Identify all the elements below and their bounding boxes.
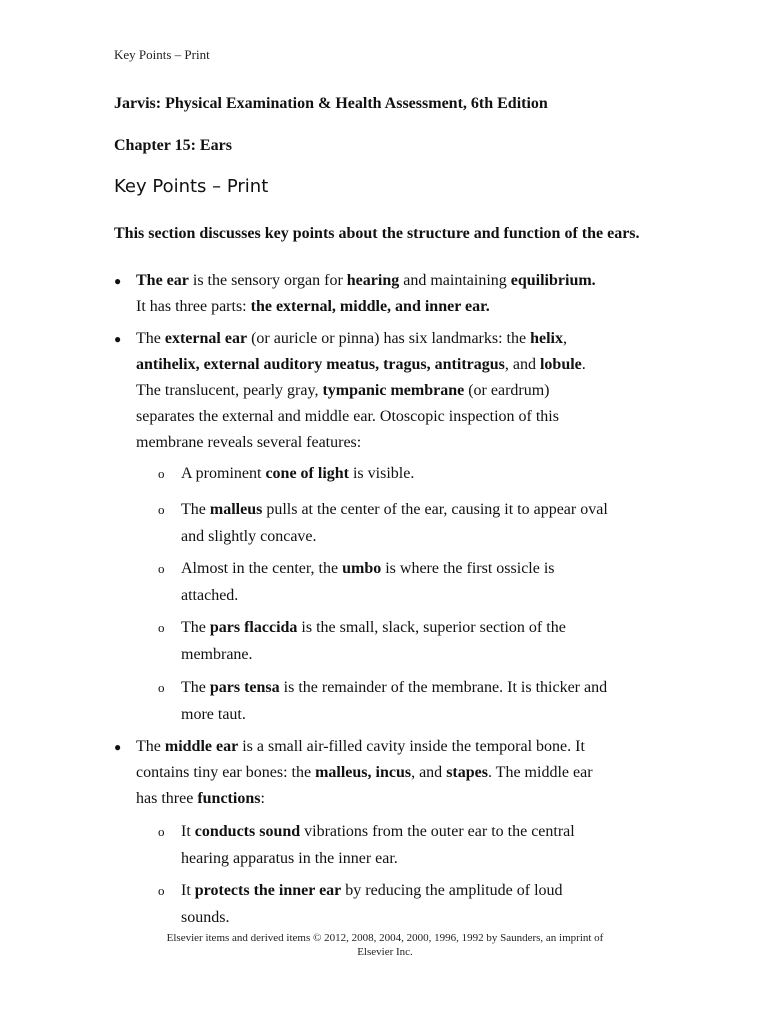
sub-bullet-marker: o <box>158 680 165 695</box>
sub-item-pars-tensa: The pars tensa is the remainder of the membrane. It is thicker and more taut. <box>181 679 608 723</box>
bullet-marker: ● <box>114 332 122 346</box>
running-header: Key Points – Print <box>114 47 210 62</box>
page-title: Key Points – Print <box>114 176 269 197</box>
sub-bullet-marker: o <box>158 824 165 839</box>
sub-bullet-marker: o <box>158 466 165 481</box>
sub-item-conducts-sound: It conducts sound vibrations from the outer ear to the central hearing apparatus in the inner ear. <box>181 823 575 867</box>
sub-item-umbo: Almost in the center, the umbo is where the first ossicle is attached. <box>181 560 555 604</box>
chapter-title: Chapter 15: Ears <box>114 137 232 154</box>
sub-item-protects-inner-ear: It protects the inner ear by reducing the amplitude of loud sounds. <box>181 882 563 926</box>
copyright-footer: Elsevier items and derived items © 2012, 2008, 2004, 2000, 1996, 1992 by Saunders, an imprint of Elsevier Inc. <box>166 932 604 958</box>
bullet-marker: ● <box>114 740 122 754</box>
intro-paragraph: This section discusses key points about the structure and function of the ears. <box>114 225 640 242</box>
bullet-item-external-ear: The external ear (or auricle or pinna) has six landmarks: the helix, antihelix, external auditory meatus, tragus, antitragus, and lobule. The translucent, pearly gray, tympanic membrane (or eardrum) separates the external and middle ear. Otoscopic inspection of this membrane reveals several features: <box>136 330 586 451</box>
sub-bullet-marker: o <box>158 883 165 898</box>
bullet-marker: ● <box>114 274 122 288</box>
bullet-item-ear: The ear is the sensory organ for hearing and maintaining equilibrium. It has three parts: the external, middle, and inner ear. <box>136 272 596 315</box>
bullet-item-middle-ear: The middle ear is a small air-filled cavity inside the temporal bone. It contains tiny ear bones: the malleus, incus, and stapes. The middle ear has three functions: <box>136 738 593 807</box>
sub-item-malleus: The malleus pulls at the center of the ear, causing it to appear oval and slightly concave. <box>181 501 608 545</box>
sub-bullet-marker: o <box>158 620 165 635</box>
sub-bullet-marker: o <box>158 561 165 576</box>
book-title: Jarvis: Physical Examination & Health Assessment, 6th Edition <box>114 95 548 112</box>
sub-bullet-marker: o <box>158 502 165 517</box>
sub-item-cone-of-light: A prominent cone of light is visible. <box>181 465 415 482</box>
sub-item-pars-flaccida: The pars flaccida is the small, slack, superior section of the membrane. <box>181 619 566 663</box>
